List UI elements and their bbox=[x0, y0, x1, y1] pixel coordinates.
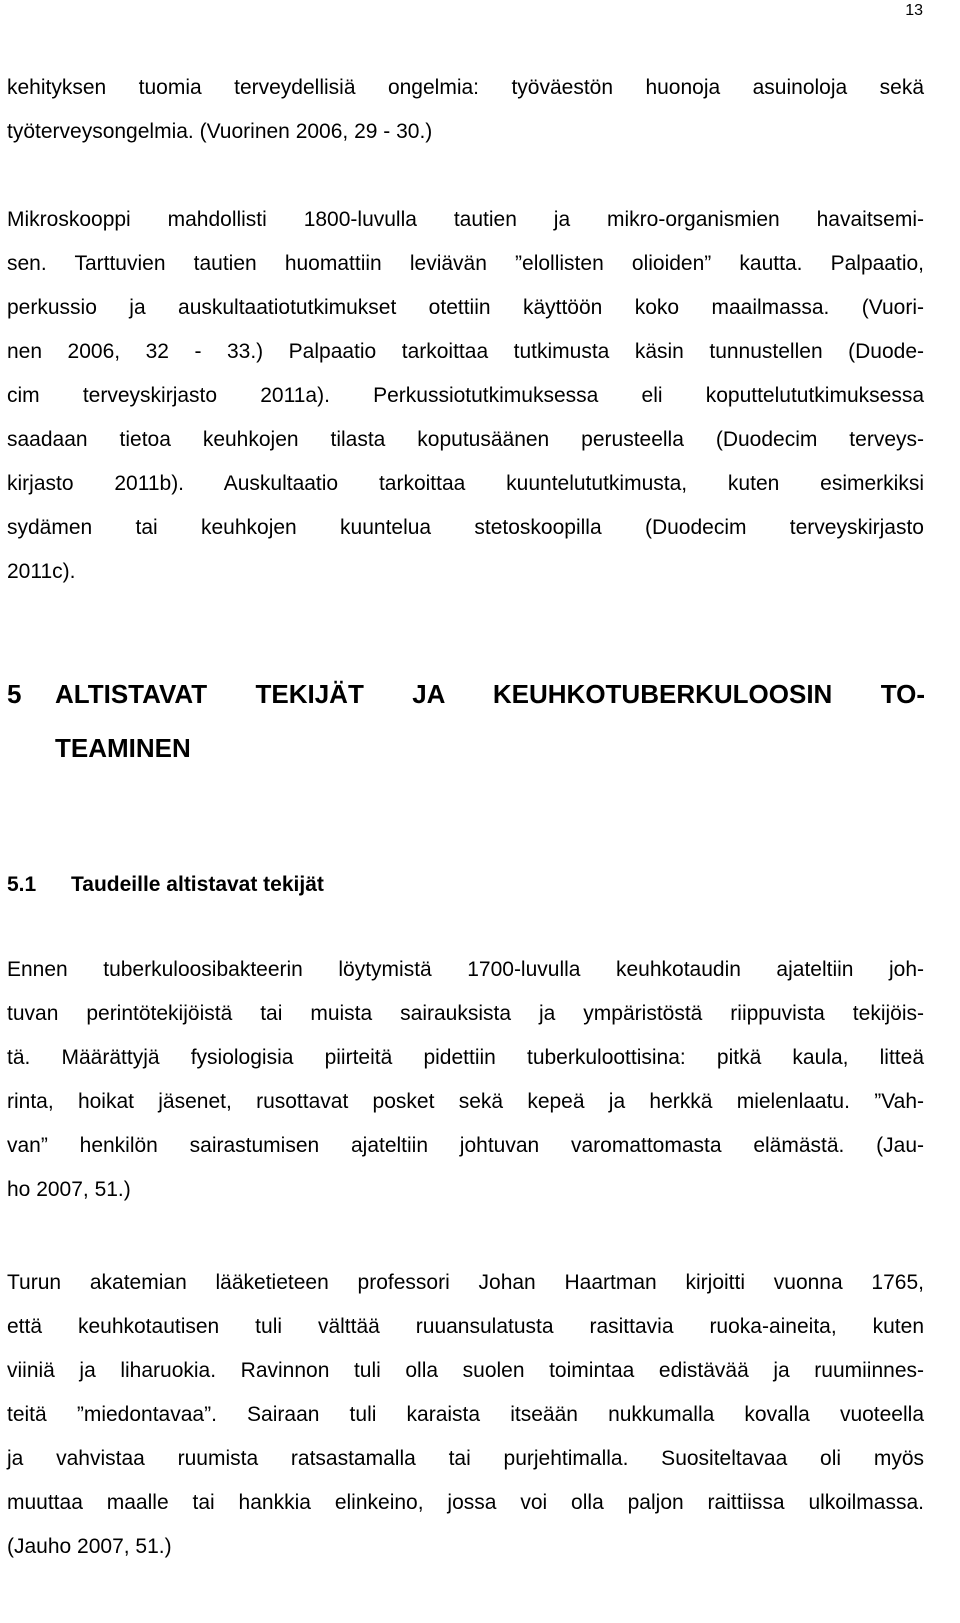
text-line: tuvan perintötekijöistä tai muista sairauksista ja ympäristöstä riippuvista tekijöis- bbox=[7, 1002, 924, 1025]
text-line: perkussio ja auskultaatiotutkimukset otettiin käyttöön koko maailmassa. (Vuori- bbox=[7, 296, 924, 319]
text-line: ja vahvistaa ruumista ratsastamalla tai purjehtimalla. Suositeltavaa oli myös bbox=[7, 1447, 924, 1470]
text-line: sen. Tarttuvien tautien huomattiin leviävän ”elollisten olioiden” kautta. Palpaatio, bbox=[7, 252, 924, 275]
text-line: tä. Määrättyjä fysiologisia piirteitä pidettiin tuberkuloottisina: pitkä kaula, litteä bbox=[7, 1046, 924, 1069]
text-line: rinta, hoikat jäsenet, rusottavat posket sekä kepeä ja herkkä mielenlaatu. ”Vah- bbox=[7, 1090, 924, 1113]
text-line: Turun akatemian lääketieteen professori Johan Haartman kirjoitti vuonna 1765, bbox=[7, 1271, 924, 1294]
text-line: van” henkilön sairastumisen ajateltiin johtuvan varomattomasta elämästä. (Jau- bbox=[7, 1134, 924, 1157]
subsection-title: Taudeille altistavat tekijät bbox=[71, 873, 324, 896]
section-number: 5 bbox=[7, 679, 22, 709]
text-line: työterveysongelmia. (Vuorinen 2006, 29 - 30.) bbox=[7, 120, 433, 143]
text-line: muuttaa maalle tai hankkia elinkeino, jossa voi olla paljon raittiissa ulkoilmassa. bbox=[7, 1491, 924, 1514]
page-number: 13 bbox=[905, 2, 923, 19]
subsection-number: 5.1 bbox=[7, 873, 37, 896]
text-line: kehityksen tuomia terveydellisiä ongelmia: työväestön huonoja asuinoloja sekä bbox=[7, 76, 924, 99]
text-line: Ennen tuberkuloosibakteerin löytymistä 1700-luvulla keuhkotaudin ajateltiin joh- bbox=[7, 958, 924, 981]
text-line: viiniä ja liharuokia. Ravinnon tuli olla suolen toimintaa edistävää ja ruumiinnes- bbox=[7, 1359, 924, 1382]
text-line: teitä ”miedontavaa”. Sairaan tuli karaista itseään nukkumalla kovalla vuoteella bbox=[7, 1403, 924, 1426]
text-line: 2011c). bbox=[7, 560, 76, 583]
text-line: Mikroskooppi mahdollisti 1800-luvulla tautien ja mikro-organismien havaitsemi- bbox=[7, 208, 924, 231]
section-title-line: TEAMINEN bbox=[55, 733, 191, 763]
section-title-line: ALTISTAVAT TEKIJÄT JA KEUHKOTUBERKULOOSIN TO- bbox=[55, 679, 925, 709]
text-line: sydämen tai keuhkojen kuuntelua stetoskoopilla (Duodecim terveyskirjasto bbox=[7, 516, 924, 539]
text-line: (Jauho 2007, 51.) bbox=[7, 1535, 172, 1558]
text-line: ho 2007, 51.) bbox=[7, 1178, 131, 1201]
text-line: cim terveyskirjasto 2011a). Perkussiotutkimuksessa eli koputtelututkimuksessa bbox=[7, 384, 924, 407]
text-line: kirjasto 2011b). Auskultaatio tarkoittaa kuuntelututkimusta, kuten esimerkiksi bbox=[7, 472, 924, 495]
text-line: saadaan tietoa keuhkojen tilasta koputusäänen perusteella (Duodecim terveys- bbox=[7, 428, 924, 451]
text-line: että keuhkotautisen tuli välttää ruuansulatusta rasittavia ruoka-aineita, kuten bbox=[7, 1315, 924, 1338]
text-line: nen 2006, 32 - 33.) Palpaatio tarkoittaa tutkimusta käsin tunnustellen (Duode- bbox=[7, 340, 924, 363]
